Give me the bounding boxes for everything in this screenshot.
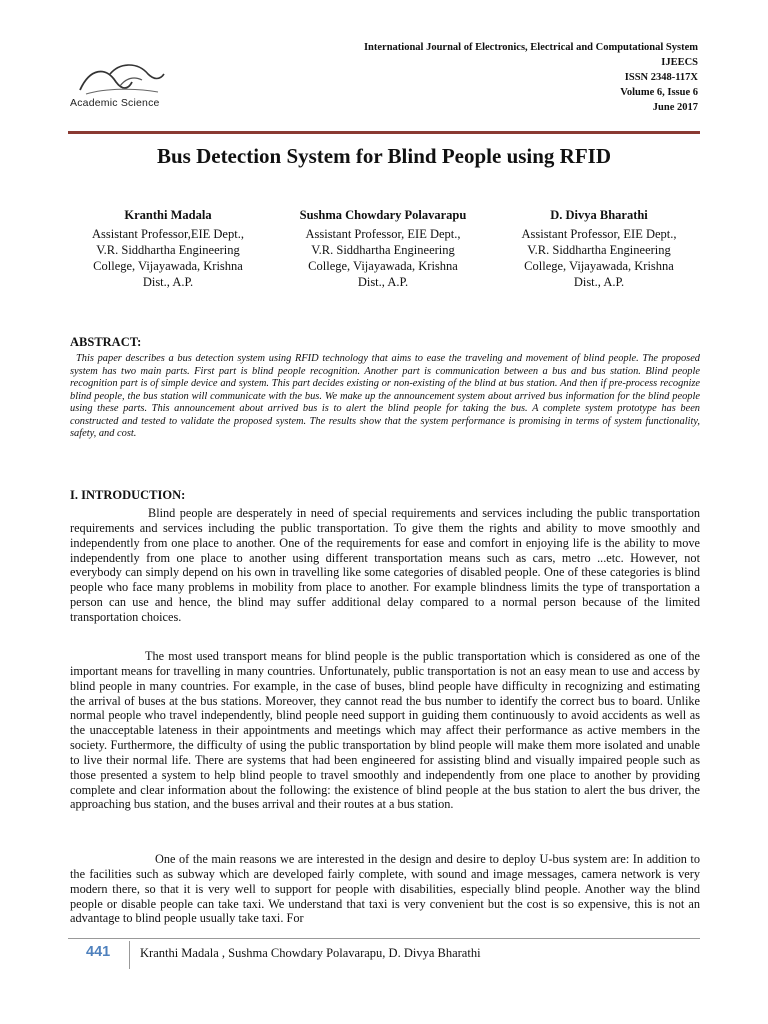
author-affiliation: Dist., A.P. [573, 275, 625, 289]
author-affiliation: Dist., A.P. [142, 275, 194, 289]
intro-paragraph-2: The most used transport means for blind people is the public transportation which is considered as one of the important means for travelling in many countries. Unfortunately, public transportation is not an easy mean to use and access by blind people in many countries. For example, in the case of buses, blind people have difficulty in recognizing and estimating the arrival of buses at the bus stations. Moreover, they cannot read the bus number to identify the correct bus to board. Unlike normal people who travel independently, blind people need support in guiding them continuously to avoid accidents as well as the unacceptable lateness in their appointments and meetings which may affect their performance as active members in the society. Furthermore, the difficulty of using the public transportation by blind people will make them more isolated and unable to live their normal life. There are systems that had been engineered for assisting blind and visually impaired people such as those presented a system to help blind people to travel smoothly and independently from one place to another by providing complete and clear information about the following: the existence of blind people at the bus station to alert the bus driver, the approaching bus station, and the buses arrival and their routes at a bus station. [70, 649, 700, 812]
author-name: Sushma Chowdary Polavarapu [299, 208, 467, 222]
journal-volume: Volume 6, Issue 6 [620, 87, 698, 98]
author-role: Assistant Professor, EIE Dept., [521, 227, 677, 241]
journal-info [364, 40, 698, 115]
author-block-2 [273, 207, 493, 290]
author-affiliation: V.R. Siddhartha Engineering [527, 243, 671, 257]
author-affiliation: V.R. Siddhartha Engineering [311, 243, 455, 257]
logo-text: Academic Science [70, 97, 160, 109]
journal-issn: ISSN 2348-117X [624, 72, 698, 83]
publisher-logo [68, 60, 178, 115]
intro-paragraph-3: One of the main reasons we are interested in the design and desire to deploy U-bus system are: In addition to the facilities such as subway which are developed fairly complete, with sound and image messages, camera network is very modern there, so that it is very well to support for people with disabilities, especially blind people. Another way the blind people or disable people can take taxi. We understand that taxi is very convenient but the cost is so expensive, this is not an advantage to blind people usually take taxi. For [70, 852, 700, 926]
introduction-heading: I. INTRODUCTION: [70, 488, 186, 502]
footer-rule [68, 938, 700, 939]
author-affiliation: College, Vijayawada, Krishna [93, 259, 243, 273]
page-number: 441 [86, 944, 111, 960]
header-rule [68, 131, 700, 134]
abstract-heading: ABSTRACT: [70, 335, 142, 349]
journal-abbrev: IJEECS [661, 57, 698, 68]
author-affiliation: V.R. Siddhartha Engineering [96, 243, 240, 257]
journal-date: June 2017 [652, 102, 698, 113]
author-name: D. Divya Bharathi [550, 208, 648, 222]
academic-science-logo-icon [76, 60, 168, 96]
author-name: Kranthi Madala [124, 208, 212, 222]
intro-paragraph-1: Blind people are desperately in need of special requirements and services including the public transportation requirements and services including the public transportation. To give them the rights and ability to move smoothly and independently from one place to another. One of the requirements for ease and comfort in enjoying life is the ability to move independently from one place to another using different transportation means such as cars, metro ...etc. However, not everybody can simply depend on his own in travelling like some categories of disabled people. One of these categories is blind people who face many problems in mobility from place to another. For example blindness limits the type of transportation a person can use and hence, the blind may suffer additional delay compared to a normal person because of the limited transportation choices. [70, 506, 700, 624]
author-affiliation: College, Vijayawada, Krishna [308, 259, 458, 273]
footer-divider [129, 941, 130, 969]
footer-authors: Kranthi Madala , Sushma Chowdary Polavarapu, D. Divya Bharathi [140, 946, 481, 960]
author-affiliation: Dist., A.P. [357, 275, 409, 289]
author-affiliation: College, Vijayawada, Krishna [524, 259, 674, 273]
author-role: Assistant Professor,EIE Dept., [92, 227, 244, 241]
author-block-1 [58, 207, 278, 290]
paper-title: Bus Detection System for Blind People using RFID [156, 144, 612, 168]
author-block-3 [489, 207, 709, 290]
abstract-body: This paper describes a bus detection system using RFID technology that aims to ease the traveling and movement of blind people. The proposed system has two main parts. First part is blind people recognition. Another part is communication between a bus and bus station. Blind people recognition part is of simple device and system. This part decides existing or non-existing of the blind at bus station. And then if pre-process recognize blind people, the bus station will communicate with the bus. We make up the announcement system about arrived bus information for the blind people using these parts. This announcement about arrived bus is to alert the blind people for taking the bus. A complete system prototype has been constructed and tested to validate the proposed system. The results show that the system performance is promising in terms of system functionality, safety, and cost. [70, 353, 700, 439]
author-role: Assistant Professor, EIE Dept., [305, 227, 461, 241]
journal-name: International Journal of Electronics, Electrical and Computational System [363, 42, 698, 53]
